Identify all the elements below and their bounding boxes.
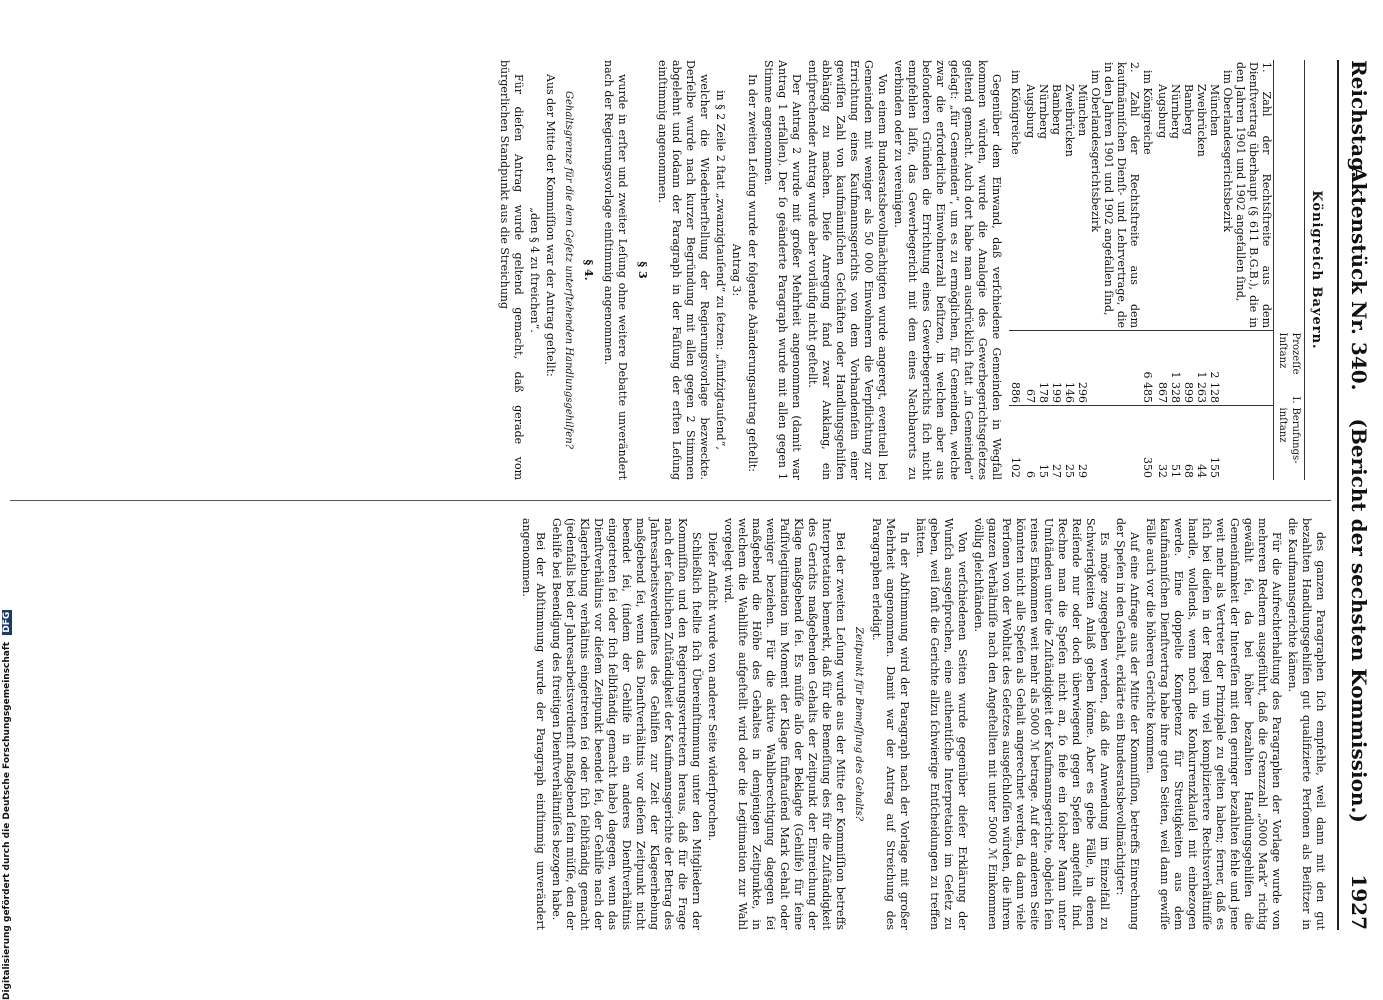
paragraph: Von verſchiedenen Seiten wurde gegenüber dieſer Erklärung der Wunſch ausgeſprochen, eine authentiſche Interpretation im Geſetz zu geben, weil ſonſt die Gerichte allzu ſchwierige Entſcheidungen zu treffen hätten. [914, 518, 969, 930]
row-name: Zweibrücken [1063, 84, 1076, 157]
row-first-instance: 899 [1182, 331, 1195, 406]
header-rule [1337, 60, 1339, 930]
table-row [1208, 60, 1221, 480]
table-header-row [1274, 60, 1305, 480]
left-column [495, 60, 1327, 480]
row-appeal: 155 [1208, 406, 1221, 481]
group1-label: 1. Zahl der Rechtsſtreite aus dem Dienſtvertrag überhaupt (§ 611 B.G.B.), die in den Jahren 1901 und 1902 angefallen ſind, [1234, 62, 1273, 328]
paragraph: Dieſer Anſicht wurde von anderer Seite widerſprochen. [706, 532, 719, 841]
row-name: Augsburg [1156, 84, 1169, 139]
table-row [1050, 60, 1063, 480]
paragraph: Aus der Mitte der Kommiſſion war der Antrag geſtellt: [544, 74, 557, 377]
row-name: München [1076, 84, 1089, 137]
right-column [517, 518, 1327, 930]
row-appeal: 44 [1195, 406, 1208, 481]
row-name: Augsburg [1024, 84, 1037, 139]
row-appeal: 6 [1024, 406, 1037, 481]
row-name: Bamberg [1182, 84, 1195, 135]
table-group-label [1234, 60, 1274, 480]
table-group-label [1102, 60, 1141, 480]
antrag-text: in § 2 Zeile 2 ſtatt „zwanzigtauſend“ zu ſetzen: „fünfzigtauſend“, [714, 90, 727, 450]
paragraph: In der zweiten Leſung wurde der folgende Abänderungsantrag geſtellt: [746, 74, 759, 473]
section-4-subtitle: Gehaltsgrenze für die dem Geſetz unterſtehenden Handlungsgehilfen? [563, 90, 574, 450]
table-total-row [1141, 60, 1156, 480]
total-label: im Königreiche [1009, 70, 1022, 155]
paragraph: Bei der zweiten Leſung wurde aus der Mitte der Kommiſſion betreffs Interpretation bemerkt, daß für die Bemeſſung des für die Zuſtändigkeit des Gerichts maßgebenden Gehalts der Zeitpunkt der Einreichung der Klage maßgebend ſei. Es müſſe alſo der Beklagte (Gehilfe) für ſeine Paſſivlegitimation im Moment der Klage fünftauſend Mark Gehalt oder weniger beziehen. Für die aktive Wahlberechtigung dagegen ſei maßgebend die Höhe des Gehaltes in demjenigen Zeitpunkte, in welchem die Wahlliſte aufgeſtellt wird oder die Legitimation zur Wahl vorgelegt wird. [722, 518, 847, 930]
row-first-instance: 2 128 [1208, 331, 1221, 406]
paragraph: welcher die Wiederherſtellung der Regierungsvorlage bezweckte. Derſelbe wurde nach kurzer Begründung mit allen gegen 2 Stimmen abgelehnt und ſodann der Paragraph in der Faſſung der erſten Leſung einſtimmig angenommen. [656, 60, 711, 480]
credit-text: Digitalisierung gefördert durch die Deutsche Forschungsgemeinschaft [2, 641, 12, 1000]
group2-label: 2. Zahl der Rechtsſtreite aus dem kaufmänniſchen Dienſt- und Lehrvertrage, die in den Jahren 1901 und 1902 angefallen ſind, [1102, 62, 1141, 328]
total-first-instance: 6 485 [1141, 331, 1156, 406]
paragraph: des ganzen Paragraphen ſich empfehle, weil dann mit den gut bezahlten Handlungsgehilfen gut qualifizierte Perſonen als Beiſitzer in die Kaufmannsgerichte kämen. [1286, 518, 1327, 930]
paragraph: wurde in erſter und zweiter Leſung ohne weitere Debatte unverändert nach der Regierungsvorlage einſtimmig angenommen. [602, 60, 629, 480]
total-appeal: 350 [1141, 406, 1156, 481]
group1-sub: im Oberlandesgerichtsbezirk [1221, 70, 1234, 233]
total-first-instance: 886 [1009, 331, 1024, 406]
header-aktenstueck: Aktenstück Nr. 340. [1347, 167, 1371, 391]
table-row [1024, 60, 1037, 480]
header-center [1347, 60, 1371, 930]
table-header-appeal: Berufungs-inſtanz [1274, 406, 1305, 481]
paragraph: Gegenüber dem Einwand, daß verſchiedene Gemeinden in Wegfall kommen würden, wurde die Analogie des Gewerbegerichtsgeſetzes geltend gemacht. Auch dort habe man ausdrücklich ſtatt „in Gemeinden“ geſagt: „für Gemeinden“, um es zu ermöglichen, für Gemeinden, welche zwar die erforderliche Einwohnerzahl beſitzen, in welchen aber aus beſonderen Gründen die Errichtung eines Gewerbegerichts ſich nicht empfehlen laſſe, das Gewerbegericht mit dem eines Nachbarorts zu verbinden oder zu vereinigen. [892, 60, 1003, 480]
table-row [1076, 60, 1089, 480]
paragraph: Für dieſen Antrag wurde geltend gemacht, daß gerade vom bürgerlichen Standpunkt aus die Streichung [498, 60, 525, 480]
table-total-row [1009, 60, 1024, 480]
table-header-first-instance: Prozeſſe I. Inſtanz [1274, 331, 1305, 406]
row-appeal: 25 [1063, 406, 1076, 481]
row-first-instance: 1 263 [1195, 331, 1208, 406]
header-left: Reichstag. [1347, 60, 1371, 179]
table-row [1182, 60, 1195, 480]
row-appeal: 15 [1037, 406, 1050, 481]
row-name: München [1208, 84, 1221, 137]
row-appeal: 51 [1169, 406, 1182, 481]
column-divider [10, 500, 1331, 501]
antrag-label: Antrag 3: [730, 243, 743, 297]
paragraph: Auf eine Anfrage aus der Mitte der Kommiſſion, betreffs Einrechnung der Speſen in den Gehalt, erklärte ein Bundesratsbevollmächtigter: [1114, 518, 1141, 930]
table-row [1156, 60, 1169, 480]
paragraph: Für die Aufrechterhaltung des Paragraphen der Vorlage wurde von mehreren Rednern ausgeführt, daß die Grenzzahl „5000 Mark“ richtig gewählt ſei, da bei höher bezahlten Handlungsgehilfen die Gemeinſamkeit der Intereſſen mit den geringer bezahlten fehle und jene weit mehr als Vertreter der Prinzipale zu gelten haben; ferner, daß es ſich bei dieſen in der Regel um viel kompliziertere Rechtsverhältniſſe handle, wollends, wenn noch die Konkurrenzklauſel mit einbezogen werde. Eine doppelte Kompetenz für Streitigkeiten aus dem kaufmänniſchen Dienſtvertrag habe ihre guten Seiten, weil dann gewiſſe Fälle auch vor die höheren Gerichte kommen. [1144, 518, 1283, 930]
table-row [1169, 60, 1182, 480]
paragraph: Von einem Bundesratsbevollmächtigten wurde angeregt, eventuell bei Gemeinden mit weniger als 50 000 Einwohnern die Verpflichtung zur Errichtung eines Kaufmannsgerichts von dem Vorhandenſein einer gewiſſen Zahl von kaufmänniſchen Geſchäften oder Handlungsgehilfen abhängig zu machen. Dieſe Anregung fand zwar Anklang, ein entſprechender Antrag wurde aber vorläufig nicht geſtellt. [806, 60, 889, 480]
row-appeal: 29 [1076, 406, 1089, 481]
table-row [1195, 60, 1208, 480]
table-row [1063, 60, 1076, 480]
paragraph: Bei der Abſtimmung wurde der Paragraph einſtimmig unverändert angenommen. [520, 518, 547, 930]
row-name: Bamberg [1050, 84, 1063, 135]
row-name: Nürnberg [1169, 84, 1182, 139]
total-appeal: 102 [1009, 406, 1024, 481]
row-appeal: 27 [1050, 406, 1063, 481]
group2-sub: im Oberlandesgerichtsbezirk [1089, 70, 1102, 233]
page-header [1341, 60, 1375, 930]
section-3-title: § 3 [636, 261, 649, 279]
paragraph: Der Antrag 2 wurde mit großer Mehrheit angenommen (damit war Antrag 1 erfallen). Der ſo geänderte Paragraph wurde mit allen gegen 1 Stimme angenommen. [762, 60, 803, 480]
section-4-title: § 4. [582, 259, 595, 281]
table-row [1037, 60, 1050, 480]
row-name: Nürnberg [1037, 84, 1050, 139]
header-bericht: (Bericht der sechsten Kommission.) [1347, 418, 1371, 823]
row-first-instance: 178 [1037, 331, 1050, 406]
paragraph: In der Abſtimmung wird der Paragraph nach der Vorlage mit großer Mehrheit angenommen. Damit war der Antrag auf Streichung des Paragraphen erledigt. [870, 518, 911, 930]
paragraph: Schließlich ſtellte ſich Übereinſtimmung unter den Mitgliedern der Kommiſſion und den Regierungsvertretern heraus, daß für die Frage nach der ſachlichen Zuſtändigkeit der Kaufmannsgerichte der Betrag des Jahresarbeitsverdienſtes des Gehilfen zur Zeit der Klageerhebung maßgebend ſei, wenn das Dienſtverhältnis vor dieſem Zeitpunkt nicht beendet ſei, (indem der Gehilfe in ein anderes Dienſtverhältnis eingetreten ſei oder ſich ſelbſtändig gemacht habe) dagegen, wenn das Dienſtverhältnis vor dieſem Zeitpunkt beendet ſei, der Gehilfe nach der Klagerhebung verhältnis eingetreten ſei oder ſich ſelbſtändig gemacht (jedenfalls bei der Jahresarbeitsverdienſt maßgebend ſein müſſe, den der Gehilfe bei Beendigung des ſtreitigen Dienſtverhältniſſes bezogen habe. [550, 518, 703, 930]
table-subgroup-label [1221, 60, 1234, 480]
row-first-instance: 867 [1156, 331, 1169, 406]
row-appeal: 68 [1182, 406, 1195, 481]
row-first-instance: 146 [1063, 331, 1076, 406]
row-first-instance: 67 [1024, 331, 1037, 406]
row-name: Zweibrücken [1195, 84, 1208, 157]
zeitpunkt-title: Zeitpunkt für Bemeſſung des Gehalts? [853, 627, 864, 821]
table-subgroup-label [1089, 60, 1102, 480]
row-first-instance: 1 328 [1169, 331, 1182, 406]
table-header-blank [1274, 60, 1305, 331]
section-4-quote: „den § 4 zu ſtreichen“. [528, 207, 541, 333]
row-first-instance: 199 [1050, 331, 1063, 406]
row-first-instance: 296 [1076, 331, 1089, 406]
statistics-table [1009, 60, 1305, 480]
total-label: im Königreiche [1141, 70, 1154, 155]
page-number: 1927 [1347, 874, 1371, 930]
dfg-logo: DFG [2, 611, 12, 633]
section-title: Königreich Bayern. [1309, 190, 1324, 350]
row-appeal: 32 [1156, 406, 1169, 481]
paragraph: Es möge zugegeben werden, daß die Anwendung im Einzelfall zu Schwierigkeiten Anlaß geben könne. Aber es gebe Fälle, in denen Reiſende nur oder doch überwiegend gegen Speſen angeſtellt ſind. Rechne man die Speſen nicht an, ſo fiele ein ſolcher Mann unter Umſtänden unter die Zuſtändigkeit der Kaufmannsgerichte, obgleich ſein reines Einkommen weit mehr als 5000 ℳ betrage. Auf der anderen Seite könnten nicht alle Speſen als Gehalt angerechnet werden, da dann viele Perſonen von der Wohltat des Geſetzes ausgeſchloſſen würden, die ihrem ganzen Verhältniſſe nach den Angeſtellten mit unter 5000 ℳ Einkommen völlig gleichſtänden. [972, 518, 1111, 930]
digitization-credit [2, 590, 16, 1000]
